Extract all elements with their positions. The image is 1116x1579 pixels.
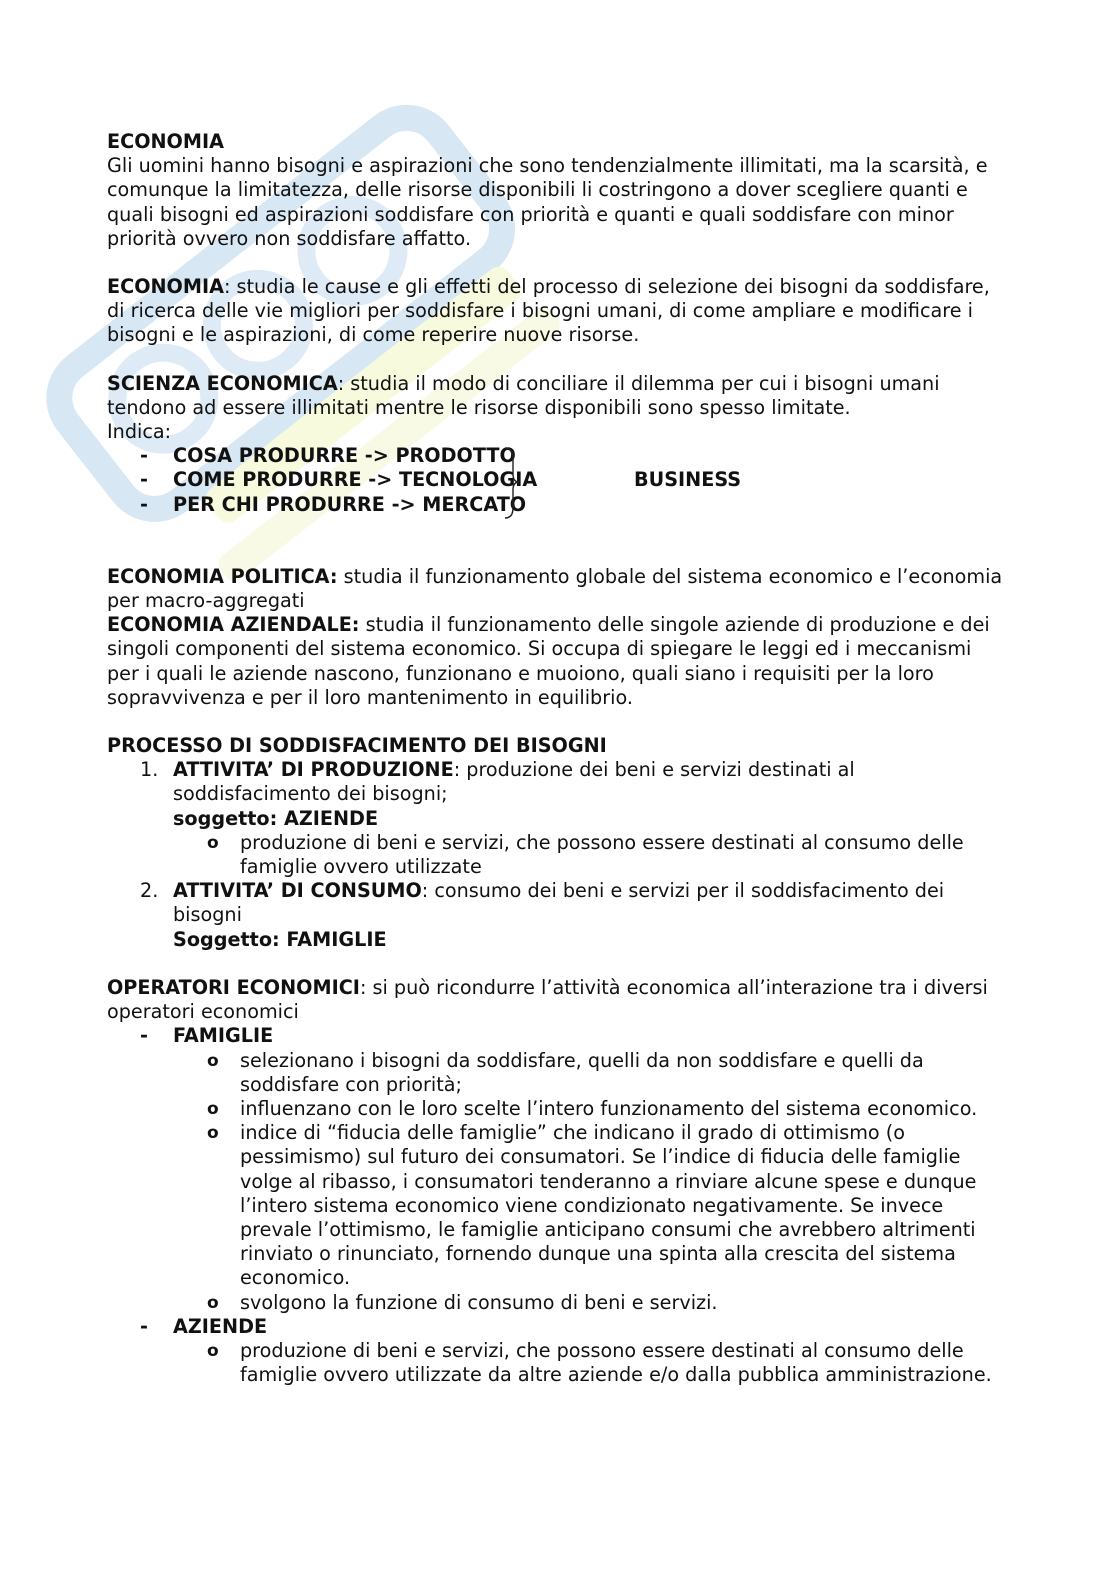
business-list bbox=[107, 444, 1007, 517]
list-item: - PER CHI PRODURRE -> MERCATO bbox=[140, 492, 527, 516]
list-item-famiglie: - FAMIGLIE bbox=[140, 1024, 274, 1048]
section-title-processo: PROCESSO DI SODDISFACIMENTO DEI BISOGNI bbox=[107, 734, 607, 758]
indica-label: Indica: bbox=[107, 420, 172, 444]
business-label: BUSINESS bbox=[634, 468, 742, 492]
section-title-economia: ECONOMIA bbox=[107, 130, 224, 153]
paragraph-scienza-economica: SCIENZA ECONOMICA: studia il modo di conciliare il dilemma per cui i bisogni umani tendono ad essere illimitati mentre le risorse disponibili sono spesso limitate. bbox=[107, 371, 940, 419]
paragraph-economia-definition: ECONOMIA: studia le cause e gli effetti del processo di selezione dei bisogni da soddisfare, di ricerca delle vie migliori per soddisfare i bisogni umani, di come ampliare e modificare i bisogni e le aspirazioni, di come reperire nuove risorse. bbox=[107, 275, 990, 347]
paragraph-economia-aziendale: ECONOMIA AZIENDALE: studia il funzionamento delle singole aziende di produzione e dei singoli componenti del sistema economico. Si occupa di spiegare le leggi ed i meccanismi per i quali le aziende nascono, funzionano e muoiono, quali siano i requisiti per la loro sopravvivenza e per il loro mantenimento in equilibrio. bbox=[107, 613, 990, 709]
list-item: o influenzano con le loro scelte l’intero funzionamento del sistema economico. bbox=[207, 1096, 978, 1120]
list-item: o produzione di beni e servizi, che possono essere destinati al consumo delle famiglie ovvero utilizzate bbox=[207, 830, 964, 879]
list-item: o selezionano i bisogni da soddisfare, quelli da non soddisfare e quelli da soddisfare con priorità; bbox=[207, 1048, 924, 1096]
soggetto-aziende: soggetto: AZIENDE bbox=[173, 806, 379, 830]
list-item-aziende: - AZIENDE bbox=[140, 1314, 268, 1338]
list-item: - COSA PRODURRE -> PRODOTTO bbox=[140, 444, 516, 468]
list-item: 2. ATTIVITA’ DI CONSUMO: consumo dei beni e servizi per il soddisfacimento dei bisogni bbox=[140, 879, 945, 927]
list-item: o produzione di beni e servizi, che possono essere destinati al consumo delle famiglie ovvero utilizzate da altre aziende e/o dalla pubblica amministrazione. bbox=[207, 1338, 992, 1387]
list-item: o svolgono la funzione di consumo di beni e servizi. bbox=[207, 1290, 718, 1314]
document-page bbox=[107, 130, 1007, 1387]
list-item: 1. ATTIVITA’ DI PRODUZIONE: produzione dei beni e servizi destinati al soddisfacimento dei bisogni; bbox=[140, 758, 855, 806]
list-item: - COME PRODURRE -> TECNOLOGIA bbox=[140, 468, 538, 492]
brace-icon bbox=[501, 444, 521, 520]
soggetto-famiglie: Soggetto: FAMIGLIE bbox=[173, 927, 387, 951]
list-item: o indice di “fiducia delle famiglie” che indicano il grado di ottimismo (o pessimismo) sul futuro dei consumatori. Se l’indice di fiducia delle famiglie volge al ribasso, i consumatori tenderanno a rinviare alcune spese e dunque l’intero sistema economico viene condizionato negativamente. Se invece prevale l’ottimismo, le famiglie anticipano consumi che avrebbero altrimenti rinviato o rinunciato, fornendo dunque una spinta alla crescita del sistema economico. bbox=[207, 1121, 977, 1290]
paragraph-operatori-economici: OPERATORI ECONOMICI: si può ricondurre l’attività economica all’interazione tra i diversi operatori economici bbox=[107, 975, 988, 1024]
paragraph-economia-politica: ECONOMIA POLITICA: studia il funzionamento globale del sistema economico e l’economia per macro-aggregati bbox=[107, 564, 1003, 613]
paragraph-intro: Gli uomini hanno bisogni e aspirazioni che sono tendenzialmente illimitati, ma la scarsità, e comunque la limitatezza, delle risorse disponibili li costringono a dover scegliere quanti e quali bisogni ed aspirazioni soddisfare con priorità e quanti e quali soddisfare con minor priorità ovvero non soddisfare affatto. bbox=[107, 154, 988, 250]
